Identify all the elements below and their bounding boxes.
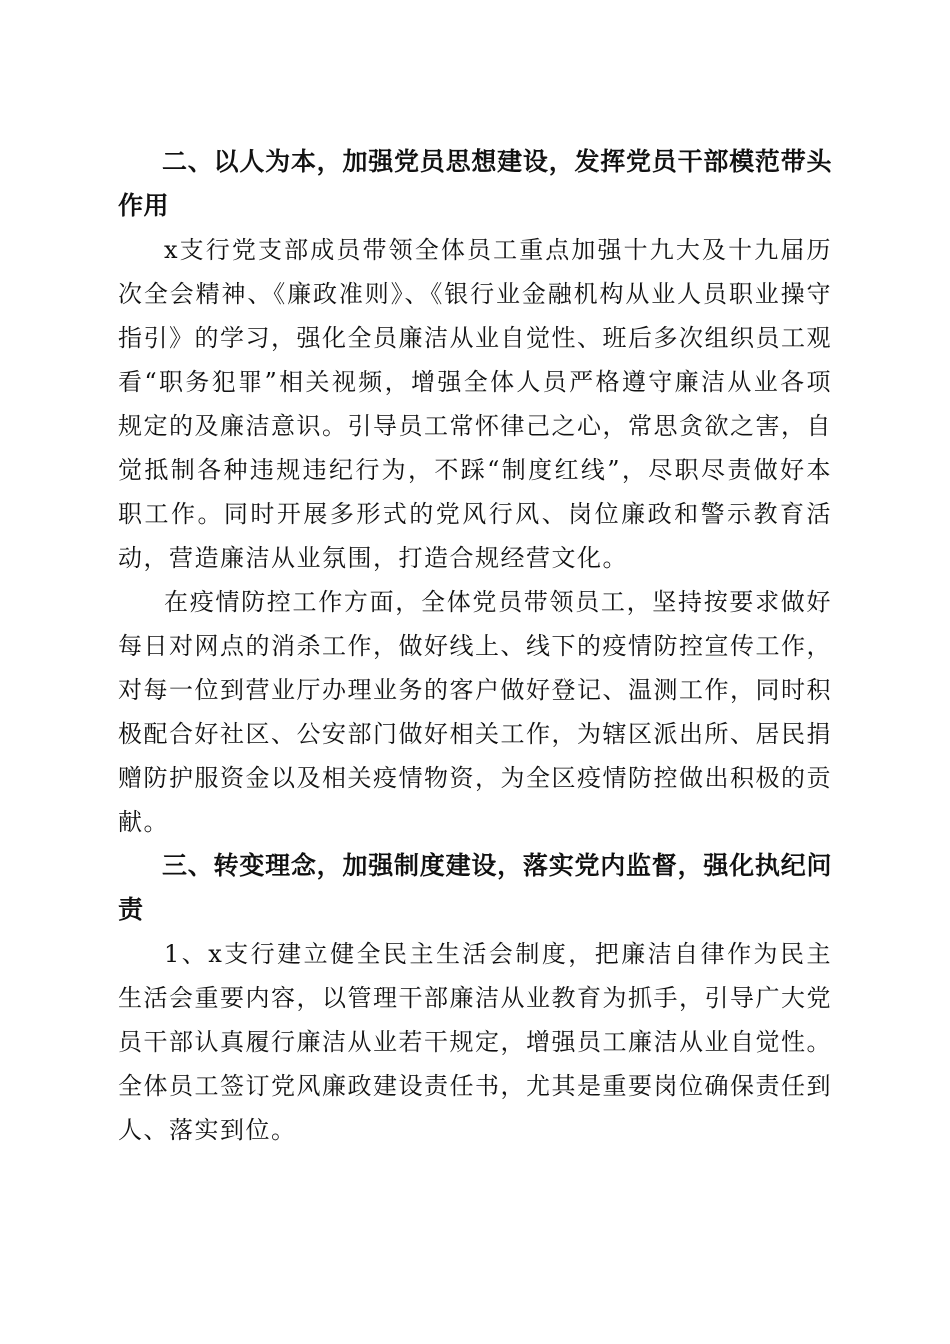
- paragraph-epidemic-prevention: 在疫情防控工作方面，全体党员带领员工，坚持按要求做好每日对网点的消杀工作，做好线上、线下的疫情防控宣传工作，对每一位到营业厅办理业务的客户做好登记、温测工作，同时积极配合好社区、公安部门做好相关工作，为辖区派出所、居民捐赠防护服资金以及相关疫情物资，为全区疫情防控做出积极的贡献。: [118, 588, 832, 836]
- section-heading-2: 二、以人为本，加强党员思想建设，发挥党员干部模范带头作用: [118, 147, 832, 220]
- paragraph-democratic-life: 1、x支行建立健全民主生活会制度，把廉洁自律作为民主生活会重要内容，以管理干部廉洁从业教育为抓手，引导广大党员干部认真履行廉洁从业若干规定，增强员工廉洁从业自觉性。全体员工签订党风廉政建设责任书，尤其是重要岗位确保责任到人、落实到位。: [118, 940, 832, 1144]
- paragraph-party-education: x支行党支部成员带领全体员工重点加强十九大及十九届历次全会精神、《廉政准则》、《银行业金融机构从业人员职业操守指引》的学习，强化全员廉洁从业自觉性、班后多次组织员工观看“职务犯罪”相关视频，增强全体人员严格遵守廉洁从业各项规定的及廉洁意识。引导员工常怀律己之心，常思贪欲之害，自觉抵制各种违规违纪行为，不踩“制度红线”，尽职尽责做好本职工作。同时开展多形式的党风行风、岗位廉政和警示教育活动，营造廉洁从业氛围，打造合规经营文化。: [118, 236, 832, 572]
- document-page: [118, 140, 832, 1152]
- section-heading-3: 三、转变理念，加强制度建设，落实党内监督，强化执纪问责: [118, 851, 832, 924]
